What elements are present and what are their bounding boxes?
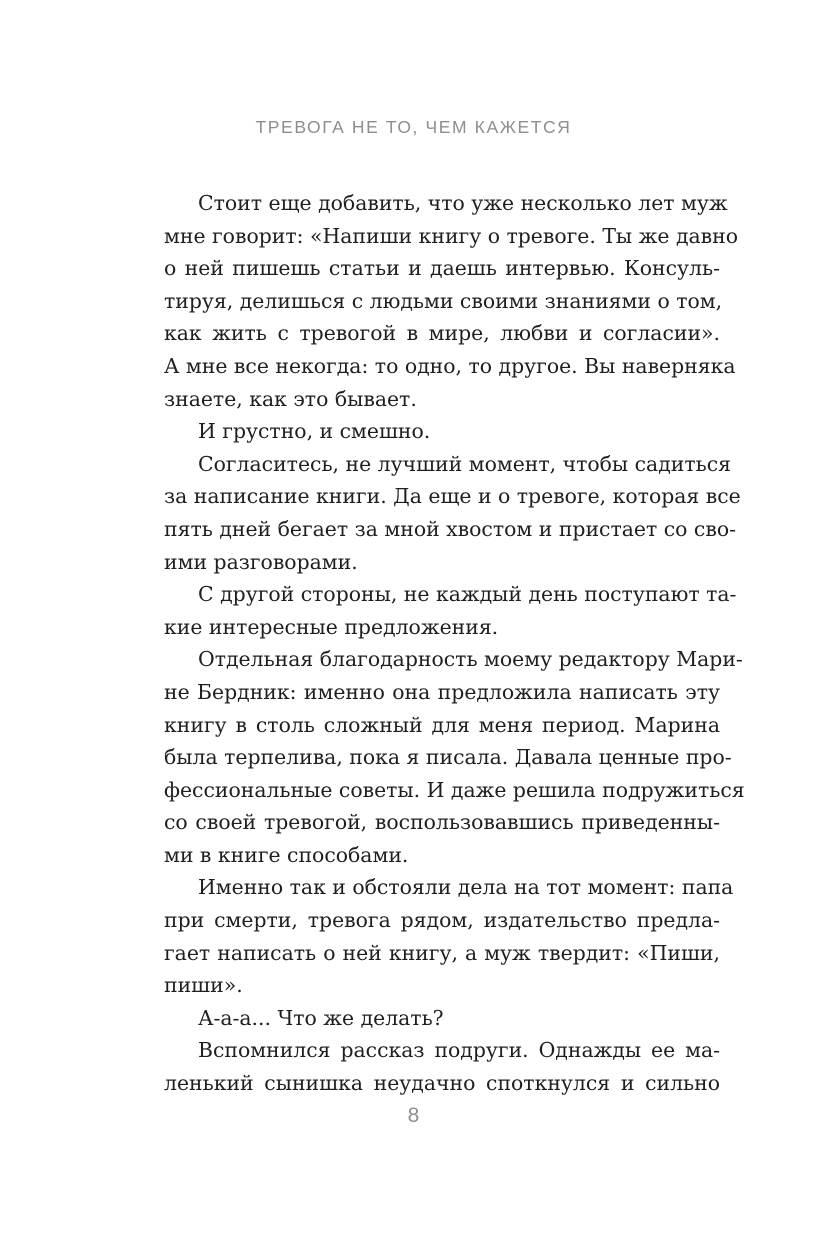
text-line: как жить с тревогой в мире, любви и согласии». <box>164 321 720 346</box>
text-line: С другой стороны, не каждый день поступают та- <box>198 582 737 607</box>
text-line: о ней пишешь статьи и даешь интервью. Консуль- <box>164 256 720 281</box>
paragraph <box>164 871 734 1001</box>
text-line: за написание книги. Да еще и о тревоге, которая все <box>164 484 741 509</box>
text-line: при смерти, тревога рядом, издательство предла- <box>164 908 720 933</box>
page-number: 8 <box>407 1104 420 1127</box>
paragraph <box>164 578 737 643</box>
paragraph <box>164 187 739 415</box>
paragraph <box>164 1002 720 1035</box>
text-line: ми в книге способами. <box>164 842 409 867</box>
text-line: книгу в столь сложный для меня период. Марина <box>164 712 720 737</box>
text-line: А мне все некогда: то одно, то другое. Вы наверняка <box>164 353 736 378</box>
text-line: ленький сынишка неудачно споткнулся и сильно <box>164 1071 720 1096</box>
text-line: Именно так и обстояли дела на тот момент: папа <box>198 875 734 900</box>
text-line: не Бердник: именно она предложила написать эту <box>164 679 720 704</box>
text-line: Отдельная благодарность моему редактору Мари- <box>198 647 743 672</box>
paragraph <box>164 1034 720 1099</box>
text-line: Вспомнился рассказ подруги. Однажды ее ма- <box>198 1038 720 1063</box>
running-title: ТРЕВОГА НЕ ТО, ЧЕМ КАЖЕТСЯ <box>255 117 572 137</box>
text-line: мне говорит: «Напиши книгу о тревоге. Ты же давно <box>164 223 739 248</box>
text-line: ими разговорами. <box>164 549 358 574</box>
text-line: Стоит еще добавить, что уже несколько лет муж <box>198 191 728 215</box>
text-line: знаете, как это бывает. <box>164 386 417 411</box>
text-line: А-а-а... Что же делать? <box>198 1005 444 1030</box>
text-line: И грустно, и смешно. <box>198 419 431 444</box>
text-line: со своей тревогой, воспользовавшись приведенны- <box>164 810 720 835</box>
text-line: Согласитесь, не лучший момент, чтобы садиться <box>198 451 732 476</box>
paragraph <box>164 448 741 578</box>
text-line: пять дней бегает за мной хвостом и пристает со сво- <box>164 516 736 541</box>
text-line: пиши». <box>164 973 243 998</box>
text-line: фессиональные советы. И даже решила подружиться <box>164 777 745 802</box>
text-line: тируя, делишься с людьми своими знаниями о том, <box>164 288 723 313</box>
text-line: кие интересные предложения. <box>164 614 499 639</box>
text-line: гает написать о ней книгу, а муж твердит: «Пиши, <box>164 940 720 965</box>
paragraph <box>164 643 745 871</box>
body-text <box>164 187 745 1100</box>
paragraph <box>164 415 720 448</box>
text-line: была терпелива, пока я писала. Давала ценные про- <box>164 745 732 770</box>
